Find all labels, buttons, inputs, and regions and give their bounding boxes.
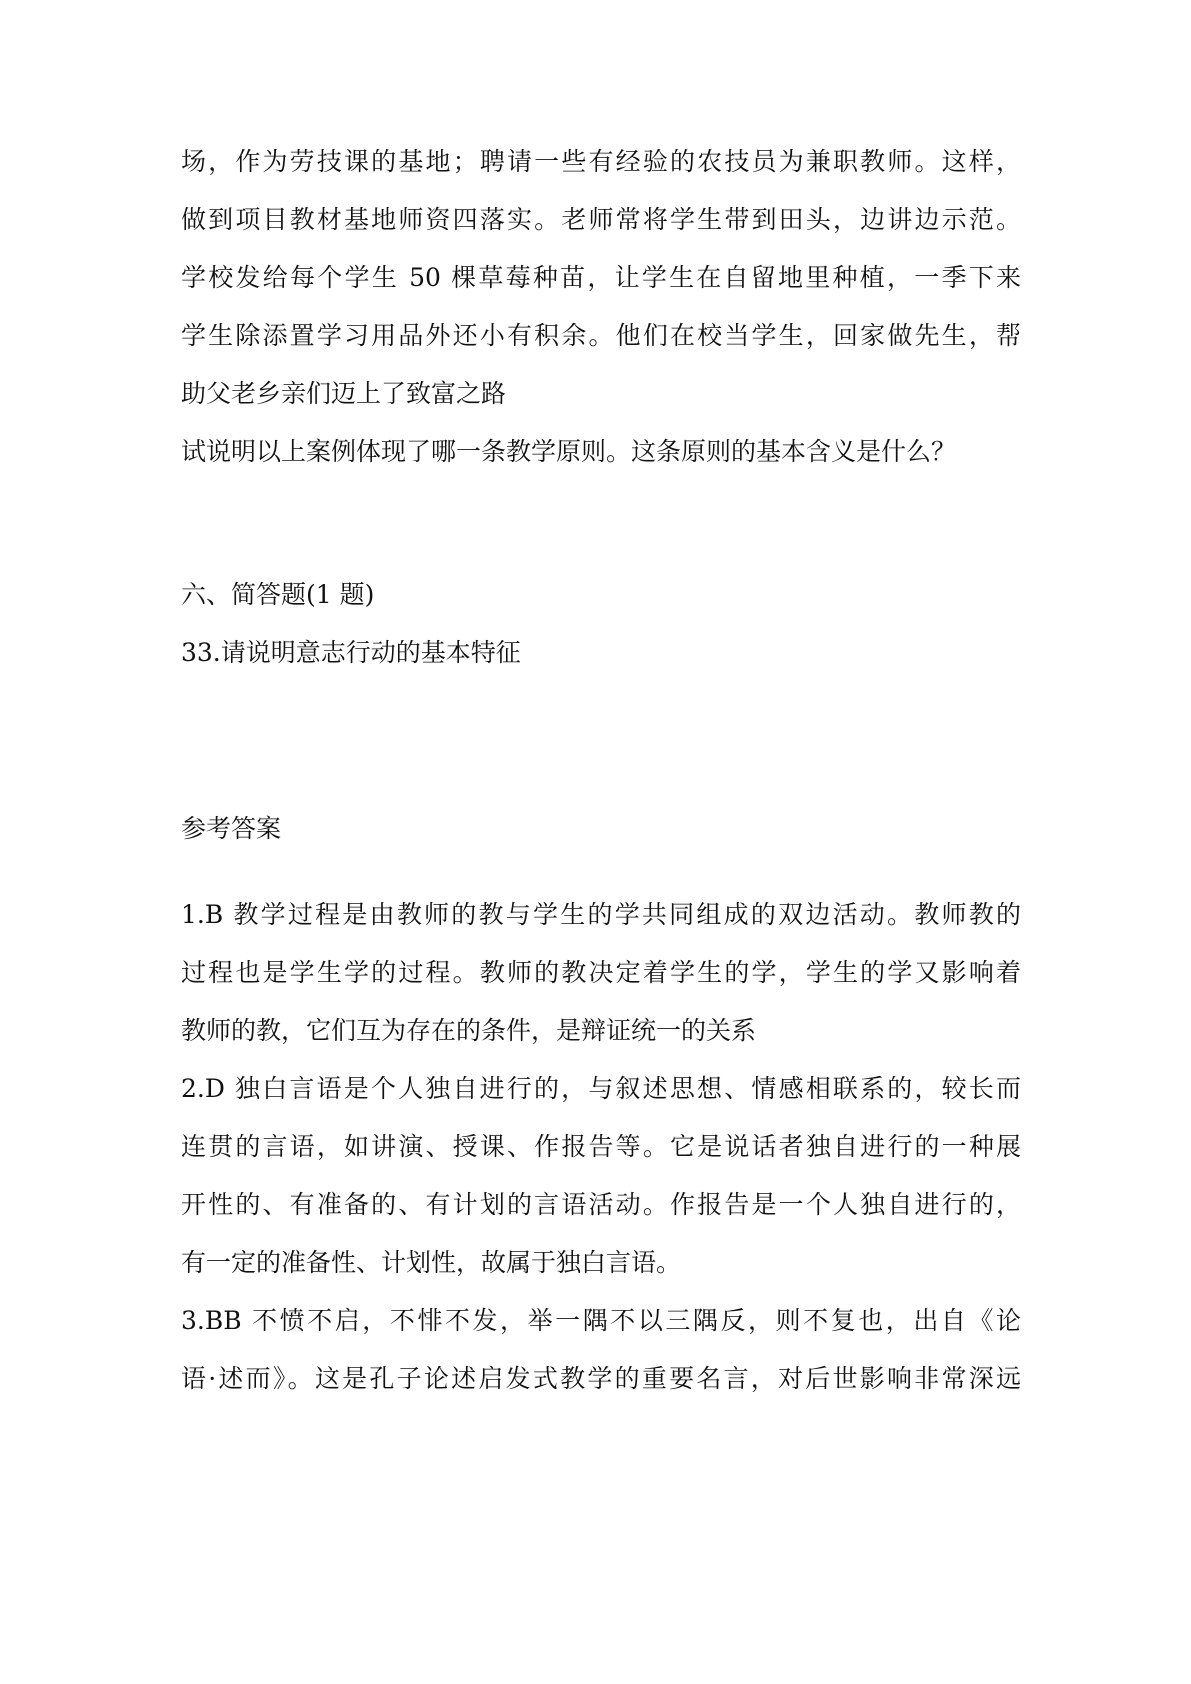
case-text-line: 学生除添置学习用品外还小有积余。他们在校当学生，回家做先生，帮 bbox=[181, 321, 1021, 350]
case-text-line: 学校发给每个学生 50 棵草莓种苗，让学生在自留地里种植，一季下来 bbox=[181, 263, 1021, 292]
answer-3-line: 3.BB 不愤不启，不悱不发，举一隅不以三隅反，则不复也，出自《论 bbox=[181, 1306, 1021, 1335]
question-33: 33.请说明意志行动的基本特征 bbox=[181, 638, 521, 667]
answer-2-line: 开性的、有准备的、有计划的言语活动。作报告是一个人独自进行的， bbox=[181, 1190, 1021, 1219]
case-text-line: 助父老乡亲们迈上了致富之路 bbox=[181, 379, 507, 408]
case-question: 试说明以上案例体现了哪一条教学原则。这条原则的基本含义是什么？ bbox=[181, 437, 957, 466]
answer-1-line: 教师的教，它们互为存在的条件，是辩证统一的关系 bbox=[181, 1016, 757, 1045]
answer-3-line: 语·述而》。这是孔子论述启发式教学的重要名言，对后世影响非常深远 bbox=[181, 1364, 1021, 1393]
case-text-line: 场，作为劳技课的基地；聘请一些有经验的农技员为兼职教师。这样， bbox=[181, 147, 1021, 176]
answer-1-line: 1.B 教学过程是由教师的教与学生的学共同组成的双边活动。教师教的 bbox=[181, 900, 1021, 929]
answers-heading: 参考答案 bbox=[181, 814, 282, 843]
answer-2-line: 2.D 独白言语是个人独自进行的，与叙述思想、情感相联系的，较长而 bbox=[181, 1074, 1021, 1103]
answer-2-line: 有一定的准备性、计划性，故属于独白言语。 bbox=[181, 1248, 682, 1277]
case-text-line: 做到项目教材基地师资四落实。老师常将学生带到田头，边讲边示范。 bbox=[181, 205, 1021, 234]
answer-2-line: 连贯的言语，如讲演、授课、作报告等。它是说话者独自进行的一种展 bbox=[181, 1132, 1021, 1161]
answer-1-line: 过程也是学生学的过程。教师的教决定着学生的学，学生的学又影响着 bbox=[181, 958, 1021, 987]
section-heading: 六、简答题(1 题) bbox=[181, 580, 375, 609]
